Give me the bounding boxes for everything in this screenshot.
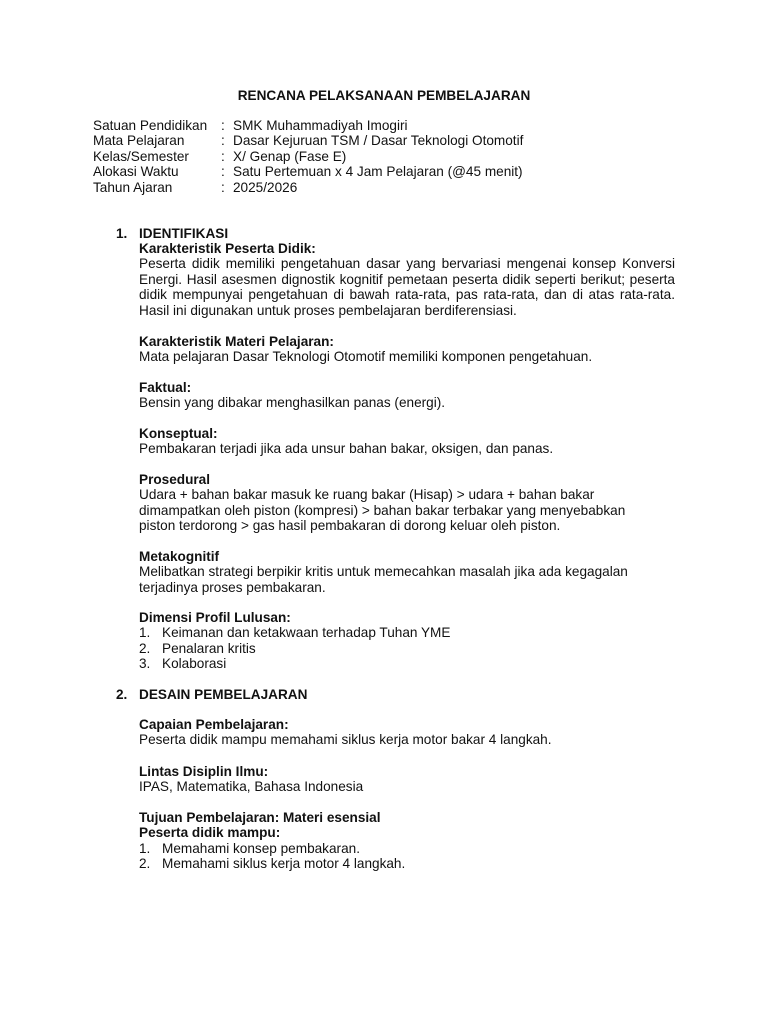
karakteristik-materi-block: [139, 334, 675, 365]
capaian-block: [139, 717, 675, 748]
paragraph: Peserta didik mampu memahami siklus kerja motor bakar 4 langkah.: [139, 732, 552, 748]
meta-row: [93, 180, 523, 195]
list-number: 1.: [139, 625, 151, 641]
subheading: Lintas Disiplin Ilmu:: [139, 764, 269, 779]
paragraph: Peserta didik memiliki pengetahuan dasar yang bervariasi mengenai konsep Konversi Energi. Hasil asesmen dignostik kognitif pemetaan peserta didik seperti berikut; peserta didik mempunyai pengetahuan di bawah rata-rata, pas rata-rata, dan di atas rata-rata. Hasil ini digunakan untuk proses pembelajaran berdiferensiasi.: [139, 256, 675, 318]
list-item: [139, 656, 675, 671]
meta-colon: :: [221, 179, 225, 195]
paragraph-line: terjadinya proses pembakaran.: [139, 579, 326, 595]
paragraph: Bensin yang dibakar menghasilkan panas (energi).: [139, 395, 446, 411]
meta-row: [93, 164, 523, 179]
document-title: RENCANA PELAKSANAAN PEMBELAJARAN: [237, 88, 531, 103]
paragraph-line: piston terdorong > gas hasil pembakaran di dorong keluar oleh piston.: [139, 518, 561, 534]
subheading: Metakognitif: [139, 549, 220, 564]
list-text: Penalaran kritis: [162, 640, 256, 656]
list-text: Memahami konsep pembakaran.: [162, 840, 360, 856]
metakognitif-block: [139, 549, 675, 595]
meta-value: X/ Genap (Fase E): [233, 148, 347, 164]
meta-key: Tahun Ajaran: [93, 179, 173, 195]
paragraph: Pembakaran terjadi jika ada unsur bahan bakar, oksigen, dan panas.: [139, 441, 554, 457]
subheading: Karakteristik Peserta Didik:: [139, 241, 316, 256]
meta-row: [93, 149, 523, 164]
subheading: Karakteristik Materi Pelajaran:: [139, 334, 334, 349]
subheading: Prosedural: [139, 472, 211, 487]
list-text: Memahami siklus kerja motor 4 langkah.: [162, 856, 406, 872]
list-number: 2.: [139, 640, 151, 656]
karakteristik-peserta-block: [139, 241, 675, 318]
list-text: Keimanan dan ketakwaan terhadap Tuhan YME: [162, 625, 451, 641]
meta-key: Satuan Pendidikan: [93, 118, 208, 133]
faktual-block: [139, 380, 675, 411]
meta-colon: :: [221, 164, 225, 180]
subheading: Dimensi Profil Lulusan:: [139, 610, 291, 625]
section-title: DESAIN PEMBELAJARAN: [139, 687, 308, 702]
list-item: [139, 641, 675, 656]
section-heading-identifikasi: [116, 226, 228, 241]
subheading: Konseptual:: [139, 426, 218, 441]
meta-colon: :: [221, 133, 225, 149]
meta-colon: :: [221, 148, 225, 164]
meta-value: Satu Pertemuan x 4 Jam Pelajaran (@45 menit): [233, 164, 523, 180]
list-text: Kolaborasi: [162, 656, 227, 672]
meta-key: Mata Pelajaran: [93, 133, 185, 149]
meta-value: Dasar Kejuruan TSM / Dasar Teknologi Otomotif: [233, 133, 524, 149]
meta-colon: :: [221, 118, 225, 133]
paragraph-line: dimampatkan oleh piston (kompresi) > bahan bakar terbakar yang menyebabkan: [139, 502, 626, 518]
list-number: 2.: [139, 856, 151, 872]
meta-key: Alokasi Waktu: [93, 164, 179, 180]
section-heading-desain: [116, 687, 307, 702]
section-number: 1.: [116, 226, 128, 241]
subheading: Tujuan Pembelajaran: Materi esensial: [139, 810, 381, 825]
prosedural-block: [139, 472, 675, 534]
list-number: 3.: [139, 656, 151, 672]
paragraph-line: Melibatkan strategi berpikir kritis untuk memecahkan masalah jika ada kegagalan: [139, 564, 628, 580]
list-number: 1.: [139, 840, 151, 856]
meta-value: SMK Muhammadiyah Imogiri: [233, 118, 408, 133]
list-item: [139, 856, 675, 871]
tujuan-block: [139, 810, 675, 872]
meta-table: [93, 118, 523, 195]
meta-row: [93, 133, 523, 148]
list-item: [139, 841, 675, 856]
paragraph: Mata pelajaran Dasar Teknologi Otomotif memiliki komponen pengetahuan.: [139, 349, 593, 365]
lintas-block: [139, 764, 675, 795]
paragraph-line: Udara + bahan bakar masuk ke ruang bakar (Hisap) > udara + bahan bakar: [139, 487, 595, 503]
subheading: Peserta didik mampu:: [139, 825, 281, 841]
subheading: Faktual:: [139, 380, 192, 395]
meta-key: Kelas/Semester: [93, 148, 189, 164]
meta-value: 2025/2026: [233, 179, 298, 195]
section-number: 2.: [116, 687, 128, 702]
subheading: Capaian Pembelajaran:: [139, 717, 289, 732]
konseptual-block: [139, 426, 675, 457]
list-item: [139, 625, 675, 640]
section-title: IDENTIFIKASI: [139, 226, 229, 241]
meta-row: [93, 118, 523, 133]
dimensi-block: [139, 610, 675, 672]
paragraph: IPAS, Matematika, Bahasa Indonesia: [139, 779, 364, 795]
